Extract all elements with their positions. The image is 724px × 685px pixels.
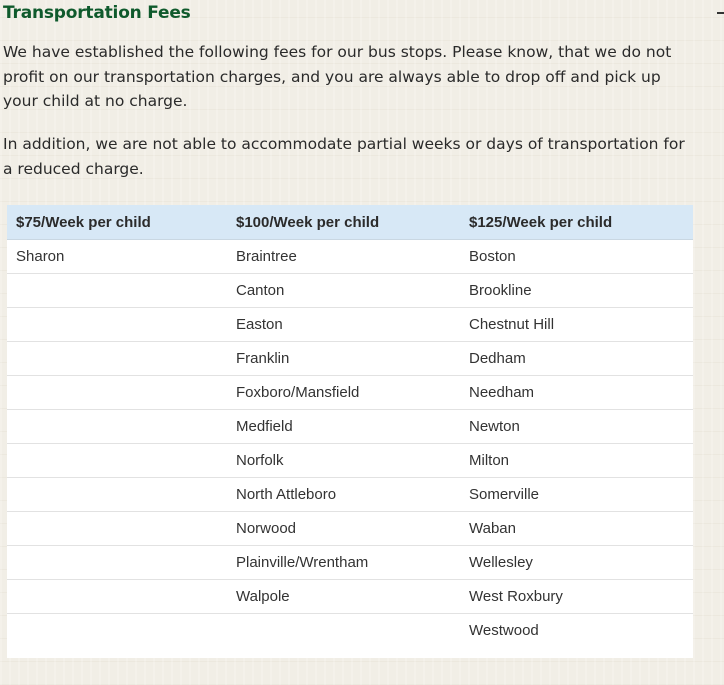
table-cell bbox=[7, 342, 227, 376]
table-cell: Newton bbox=[460, 410, 693, 444]
table-row bbox=[7, 342, 693, 376]
table-cell: Braintree bbox=[227, 240, 460, 274]
fees-table bbox=[7, 205, 693, 647]
table-row bbox=[7, 308, 693, 342]
section-title: Transportation Fees bbox=[3, 3, 191, 23]
table-header-row bbox=[7, 205, 693, 240]
table-cell: Foxboro/Mansfield bbox=[227, 376, 460, 410]
table-cell: Brookline bbox=[460, 274, 693, 308]
column-header-125: $125/Week per child bbox=[460, 205, 693, 240]
table-row bbox=[7, 274, 693, 308]
table-cell: Westwood bbox=[469, 622, 539, 639]
table-cell: Canton bbox=[227, 274, 460, 308]
table-cell: Chestnut Hill bbox=[460, 308, 693, 342]
table-row bbox=[7, 512, 693, 546]
fees-intro-paragraph: We have established the following fees for our bus stops. Please know, that we do not profit on our transportation charges, and you are always able to drop off and pick up your child at no charge. bbox=[3, 43, 672, 110]
table-cell bbox=[7, 308, 227, 342]
table-row bbox=[7, 444, 693, 478]
table-row bbox=[7, 376, 693, 410]
table-cell: Walpole bbox=[227, 580, 460, 614]
table-cell: Easton bbox=[227, 308, 460, 342]
column-header-75: $75/Week per child bbox=[7, 205, 227, 240]
table-cell bbox=[227, 614, 460, 648]
table-cell bbox=[7, 410, 227, 444]
table-cell bbox=[7, 512, 227, 546]
table-row bbox=[7, 240, 693, 274]
table-row bbox=[7, 478, 693, 512]
table-cell: Medfield bbox=[227, 410, 460, 444]
table-cell: West Roxbury bbox=[460, 580, 693, 614]
table-cell: Wellesley bbox=[460, 546, 693, 580]
table-cell: Plainville/Wrentham bbox=[227, 546, 460, 580]
table-cell: Milton bbox=[460, 444, 693, 478]
table-cell: Norfolk bbox=[227, 444, 460, 478]
table-cell: Waban bbox=[460, 512, 693, 546]
table-row bbox=[7, 614, 693, 648]
table-cell bbox=[7, 376, 227, 410]
table-cell bbox=[7, 274, 227, 308]
table-cell: Boston bbox=[460, 240, 693, 274]
partial-weeks-paragraph: In addition, we are not able to accommodate partial weeks or days of transportation for a reduced charge. bbox=[3, 135, 685, 178]
table-cell: Sharon bbox=[7, 240, 227, 274]
edge-dash bbox=[717, 12, 724, 14]
table-cell bbox=[7, 580, 227, 614]
table-row bbox=[7, 410, 693, 444]
table-row bbox=[7, 580, 693, 614]
column-header-100: $100/Week per child bbox=[227, 205, 460, 240]
table-cell bbox=[7, 546, 227, 580]
table-cell bbox=[7, 478, 227, 512]
table-cell: Dedham bbox=[460, 342, 693, 376]
table-cell: North Attleboro bbox=[227, 478, 460, 512]
table-cell: Franklin bbox=[227, 342, 460, 376]
table-cell bbox=[7, 444, 227, 478]
table-cell: Norwood bbox=[227, 512, 460, 546]
table-cell bbox=[7, 614, 227, 648]
table-row bbox=[7, 546, 693, 580]
table-cell: Somerville bbox=[460, 478, 693, 512]
fees-table-container bbox=[7, 205, 693, 658]
table-cell: Needham bbox=[460, 376, 693, 410]
